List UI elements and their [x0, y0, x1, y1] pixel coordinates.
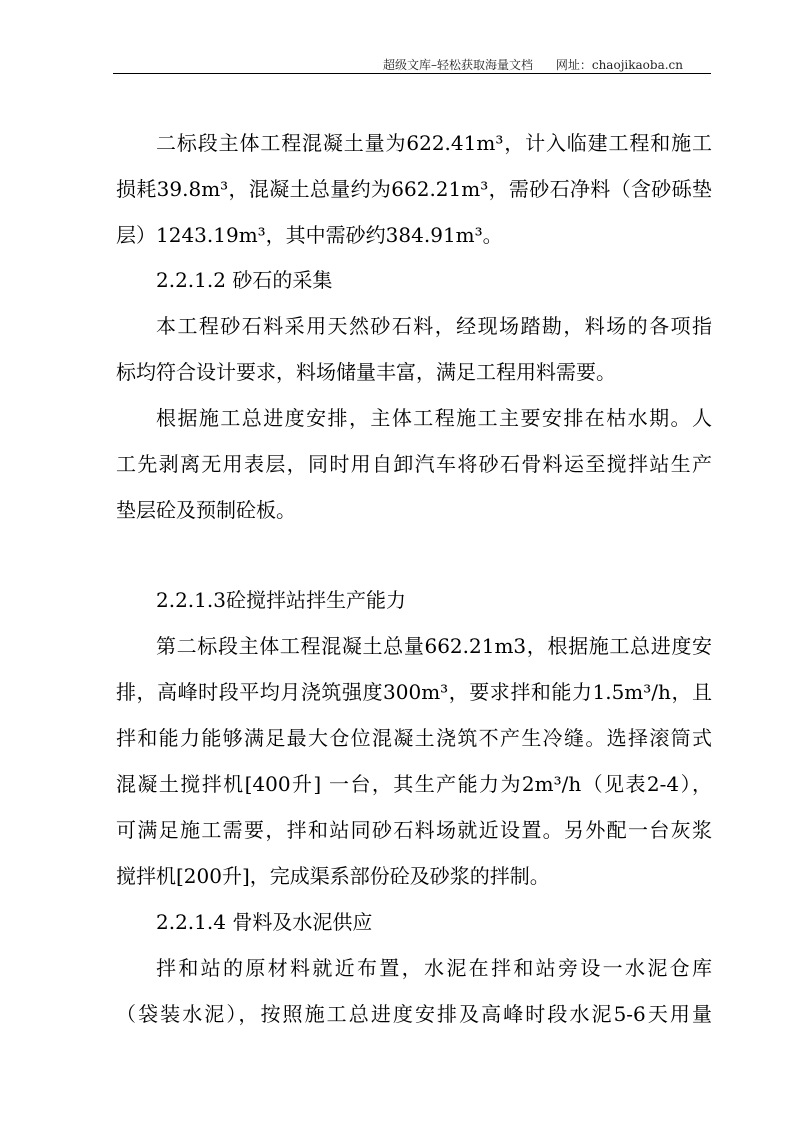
- paragraph-line: 可满足施工需要，拌和站同砂石料场就近设置。另外配一台灰浆: [116, 818, 712, 842]
- section-heading: 2.2.1.3砼搅拌站拌生产能力: [156, 588, 406, 612]
- paragraph-line: 根据施工总进度安排，主体工程施工主要安排在枯水期。人: [156, 406, 712, 430]
- paragraph-line: 拌和站的原材料就近布置，水泥在拌和站旁设一水泥仓库: [156, 956, 712, 980]
- paragraph-line: （袋装水泥），按照施工总进度安排及高峰时段水泥5-6天用量: [116, 1002, 712, 1026]
- paragraph-line: 本工程砂石料采用天然砂石料，经现场踏勘，料场的各项指: [156, 314, 712, 338]
- paragraph-line: 搅拌机[200升]，完成渠系部份砼及砂浆的拌制。: [116, 864, 550, 888]
- page-header: [383, 56, 683, 73]
- paragraph-line: 层）1243.19m³，其中需砂约384.91m³。: [116, 223, 503, 247]
- paragraph-line: 二标段主体工程混凝土量为622.41m³，计入临建工程和施工: [156, 131, 712, 155]
- paragraph-line: 标均符合设计要求，料场储量丰富，满足工程用料需要。: [116, 360, 616, 384]
- paragraph-line: 排，高峰时段平均月浇筑强度300m³，要求拌和能力1.5m³/h，且: [116, 680, 712, 704]
- section-heading: 2.2.1.2 砂石的采集: [156, 268, 333, 292]
- paragraph-line: 损耗39.8m³，混凝土总量约为662.21m³，需砂石净料（含砂砾垫: [116, 177, 712, 201]
- header-url: 网址：chaojikaoba.cn: [555, 58, 683, 72]
- paragraph-line: 工先剥离无用表层，同时用自卸汽车将砂石骨料运至搅拌站生产: [116, 452, 712, 476]
- header-rule: [113, 73, 711, 74]
- paragraph-line: 拌和能力能够满足最大仓位混凝土浇筑不产生冷缝。选择滚筒式: [116, 726, 712, 750]
- paragraph-line: 第二标段主体工程混凝土总量662.21m3，根据施工总进度安: [156, 634, 712, 658]
- paragraph-line: 混凝土搅拌机[400升] 一台，其生产能力为2m³/h（见表2-4），: [116, 772, 712, 796]
- section-heading: 2.2.1.4 骨料及水泥供应: [156, 910, 373, 934]
- header-site: 超级文库–轻松获取海量文档: [382, 58, 533, 72]
- paragraph-line: 垫层砼及预制砼板。: [116, 498, 296, 522]
